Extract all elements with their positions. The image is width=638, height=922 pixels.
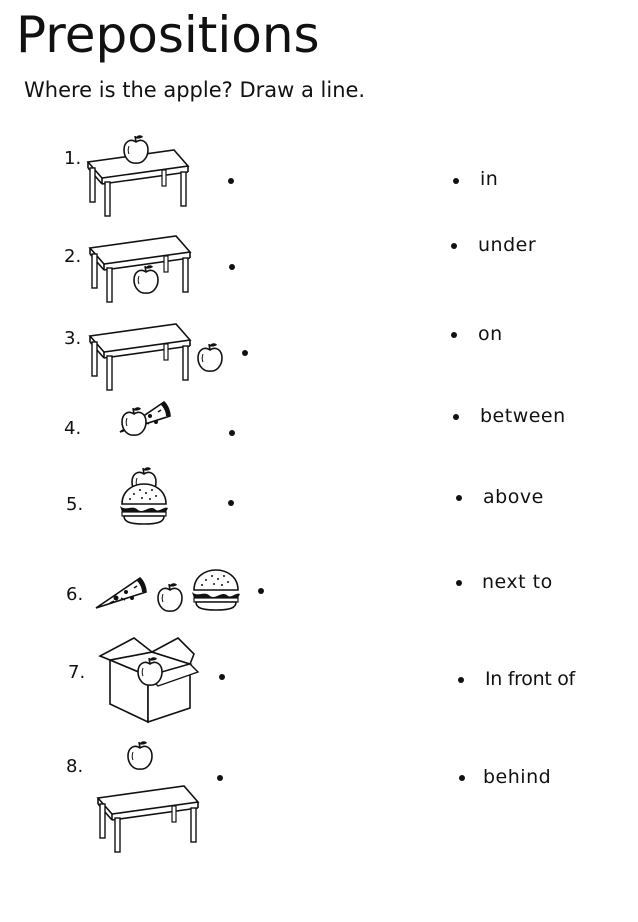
- left-dot-3[interactable]: [242, 350, 248, 356]
- left-dot-4[interactable]: [229, 430, 235, 436]
- right-dot-1[interactable]: [453, 178, 459, 184]
- apple-under-table-icon: [90, 234, 200, 300]
- left-dot-5[interactable]: [228, 500, 234, 506]
- left-dot-7[interactable]: [219, 674, 225, 680]
- apple-in-box-icon: [100, 638, 200, 726]
- left-dot-1[interactable]: [228, 178, 234, 184]
- right-dot-8[interactable]: [459, 775, 465, 781]
- word-on: on: [478, 323, 503, 345]
- item-number-8: 8.: [66, 756, 84, 777]
- apple-in-front-of-pizza-icon: [112, 398, 176, 442]
- apple-above-table-icon: [98, 738, 208, 848]
- apple-behind-burger-icon: [118, 466, 174, 530]
- apple-next-to-table-icon: [90, 322, 230, 388]
- apple-between-pizza-and-burger-icon: [96, 566, 246, 616]
- right-dot-4[interactable]: [453, 414, 459, 420]
- word-between: between: [480, 405, 566, 427]
- right-dot-3[interactable]: [451, 332, 457, 338]
- item-number-2: 2.: [64, 246, 82, 267]
- item-number-3: 3.: [64, 328, 82, 349]
- word-in: in: [480, 168, 499, 190]
- item-number-6: 6.: [66, 584, 84, 605]
- word-under: under: [478, 234, 537, 256]
- word-behind: behind: [483, 766, 552, 788]
- left-dot-6[interactable]: [258, 588, 264, 594]
- left-dot-2[interactable]: [229, 264, 235, 270]
- right-dot-7[interactable]: [458, 677, 464, 683]
- item-number-1: 1.: [64, 148, 82, 169]
- right-dot-6[interactable]: [456, 580, 462, 586]
- apple-on-table-icon: [88, 136, 198, 214]
- right-dot-5[interactable]: [456, 495, 462, 501]
- word-next-to: next to: [482, 571, 553, 593]
- page-title: Prepositions: [16, 6, 320, 64]
- item-number-7: 7.: [68, 662, 86, 683]
- word-in-front-of: In front of: [485, 668, 575, 690]
- item-number-4: 4.: [64, 418, 82, 439]
- item-number-5: 5.: [66, 494, 84, 515]
- right-dot-2[interactable]: [451, 243, 457, 249]
- word-above: above: [483, 486, 544, 508]
- left-dot-8[interactable]: [217, 775, 223, 781]
- instruction-text: Where is the apple? Draw a line.: [24, 78, 366, 102]
